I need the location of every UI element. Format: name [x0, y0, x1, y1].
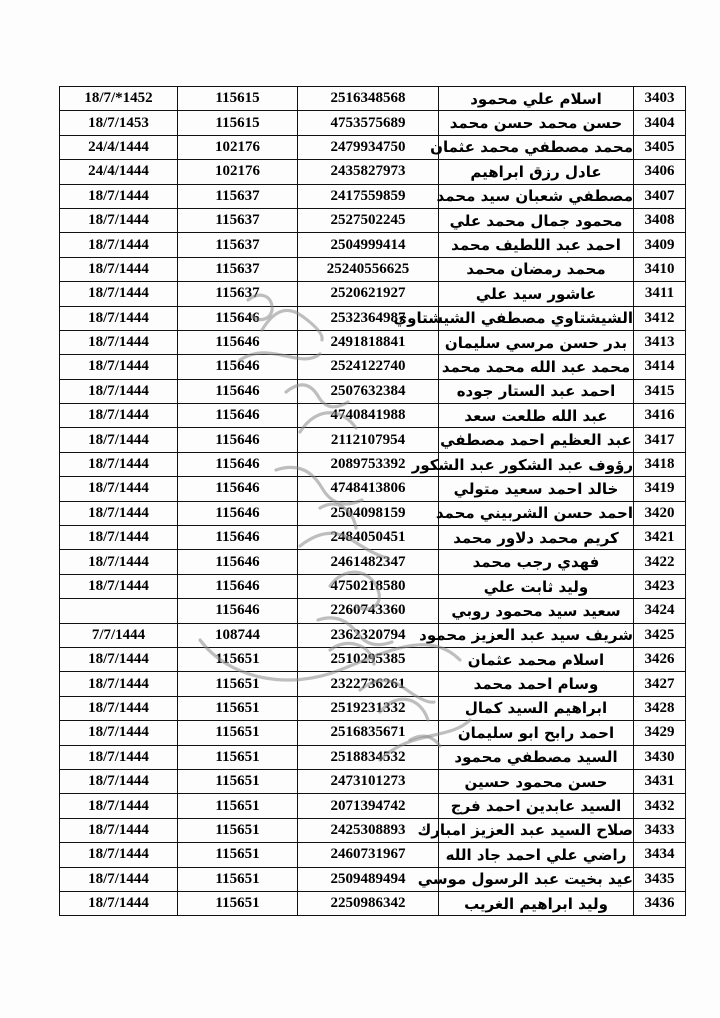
table-row: [60, 282, 686, 306]
phone-cell: 2520621927: [298, 282, 439, 306]
date-cell: 18/7/1444: [60, 721, 178, 745]
name-cell: فهدي رجب محمد: [439, 550, 634, 574]
name-cell: كريم محمد دلاور محمد: [439, 526, 634, 550]
serial-cell: 3413: [634, 330, 686, 354]
date-cell: 18/7/1444: [60, 379, 178, 403]
table-row: [60, 428, 686, 452]
phone-cell: 4740841988: [298, 404, 439, 428]
serial-cell: 3406: [634, 160, 686, 184]
table-row: [60, 818, 686, 842]
date-cell: 18/7/1444: [60, 501, 178, 525]
table-row: [60, 160, 686, 184]
table-row: [60, 208, 686, 232]
phone-cell: 2519231332: [298, 696, 439, 720]
serial-cell: 3416: [634, 404, 686, 428]
date-cell: 18/7/1453: [60, 111, 178, 135]
phone-cell: 2524122740: [298, 355, 439, 379]
date-cell: 18/7/1444: [60, 769, 178, 793]
phone-cell: 2362320794: [298, 623, 439, 647]
table-row: [60, 696, 686, 720]
name-cell: محمد رمضان محمد: [439, 257, 634, 281]
table-row: [60, 526, 686, 550]
date-cell: 18/7/1444: [60, 404, 178, 428]
code-cell: 115646: [178, 526, 298, 550]
phone-cell: 2507632384: [298, 379, 439, 403]
date-cell: 18/7/1444: [60, 745, 178, 769]
serial-cell: 3422: [634, 550, 686, 574]
table-row: [60, 501, 686, 525]
code-cell: 115646: [178, 404, 298, 428]
code-cell: 108744: [178, 623, 298, 647]
name-cell: محمد مصطفي محمد عثمان: [439, 135, 634, 159]
phone-cell: 2504098159: [298, 501, 439, 525]
code-cell: 115651: [178, 745, 298, 769]
date-cell: 18/7/1444: [60, 452, 178, 476]
phone-cell: 2484050451: [298, 526, 439, 550]
name-cell: رؤوف عبد الشكور عبد الشكور: [439, 452, 634, 476]
code-cell: 115651: [178, 721, 298, 745]
code-cell: 115651: [178, 867, 298, 891]
table-row: [60, 745, 686, 769]
serial-cell: 3429: [634, 721, 686, 745]
name-cell: عبد الله طلعت سعد: [439, 404, 634, 428]
code-cell: 115651: [178, 818, 298, 842]
phone-cell: 4748413806: [298, 477, 439, 501]
phone-cell: 4750218580: [298, 574, 439, 598]
date-cell: 18/7/1444: [60, 184, 178, 208]
date-cell: 18/7/1444: [60, 330, 178, 354]
code-cell: 115646: [178, 501, 298, 525]
table-row: [60, 135, 686, 159]
phone-cell: 4753575689: [298, 111, 439, 135]
serial-cell: 3419: [634, 477, 686, 501]
name-cell: عيد بخيت عبد الرسول موسي: [439, 867, 634, 891]
name-cell: مصطفي شعبان سيد محمد: [439, 184, 634, 208]
serial-cell: 3421: [634, 526, 686, 550]
table-row: [60, 721, 686, 745]
phone-cell: 2112107954: [298, 428, 439, 452]
code-cell: 115651: [178, 794, 298, 818]
phone-cell: 2516348568: [298, 87, 439, 111]
phone-cell: 2417559859: [298, 184, 439, 208]
name-cell: اسلام علي محمود: [439, 87, 634, 111]
date-cell: 18/7/*1452: [60, 87, 178, 111]
serial-cell: 3431: [634, 769, 686, 793]
phone-cell: 2435827973: [298, 160, 439, 184]
phone-cell: 25240556625: [298, 257, 439, 281]
name-cell: راضي علي احمد جاد الله: [439, 843, 634, 867]
serial-cell: 3415: [634, 379, 686, 403]
code-cell: 115646: [178, 550, 298, 574]
name-cell: خالد احمد سعيد متولي: [439, 477, 634, 501]
serial-cell: 3423: [634, 574, 686, 598]
date-cell: 18/7/1444: [60, 818, 178, 842]
date-cell: 18/7/1444: [60, 526, 178, 550]
table-row: [60, 867, 686, 891]
code-cell: 115637: [178, 257, 298, 281]
date-cell: 18/7/1444: [60, 233, 178, 257]
table-row: [60, 355, 686, 379]
serial-cell: 3417: [634, 428, 686, 452]
name-cell: محمد عبد الله محمد محمد: [439, 355, 634, 379]
name-cell: احمد رابح ابو سليمان: [439, 721, 634, 745]
phone-cell: 2527502245: [298, 208, 439, 232]
date-cell: 18/7/1444: [60, 891, 178, 915]
name-cell: سعيد سيد محمود روبي: [439, 599, 634, 623]
code-cell: 115637: [178, 208, 298, 232]
table-row: [60, 647, 686, 671]
table-row: [60, 330, 686, 354]
name-cell: وليد ثابت علي: [439, 574, 634, 598]
date-cell: 18/7/1444: [60, 794, 178, 818]
phone-cell: 2509489494: [298, 867, 439, 891]
serial-cell: 3427: [634, 672, 686, 696]
date-cell: [60, 599, 178, 623]
table-row: [60, 111, 686, 135]
date-cell: 7/7/1444: [60, 623, 178, 647]
date-cell: 18/7/1444: [60, 306, 178, 330]
name-cell: صلاح السيد عبد العزيز امبارك: [439, 818, 634, 842]
phone-cell: 2089753392: [298, 452, 439, 476]
serial-cell: 3434: [634, 843, 686, 867]
table-row: [60, 257, 686, 281]
code-cell: 115646: [178, 599, 298, 623]
phone-cell: 2510295385: [298, 647, 439, 671]
serial-cell: 3435: [634, 867, 686, 891]
serial-cell: 3408: [634, 208, 686, 232]
table-row: [60, 477, 686, 501]
phone-cell: 2504999414: [298, 233, 439, 257]
name-cell: محمود جمال محمد علي: [439, 208, 634, 232]
serial-cell: 3433: [634, 818, 686, 842]
name-cell: السيد مصطفي محمود: [439, 745, 634, 769]
code-cell: 115615: [178, 87, 298, 111]
date-cell: 24/4/1444: [60, 160, 178, 184]
serial-cell: 3430: [634, 745, 686, 769]
name-cell: ابراهيم السيد كمال: [439, 696, 634, 720]
table-row: [60, 599, 686, 623]
phone-cell: 2473101273: [298, 769, 439, 793]
serial-cell: 3428: [634, 696, 686, 720]
name-cell: اسلام محمد عثمان: [439, 647, 634, 671]
serial-cell: 3425: [634, 623, 686, 647]
name-cell: عاشور سيد علي: [439, 282, 634, 306]
phone-cell: 2250986342: [298, 891, 439, 915]
table-row: [60, 404, 686, 428]
table-row: [60, 574, 686, 598]
name-cell: احمد عبد الستار جوده: [439, 379, 634, 403]
table-row: [60, 379, 686, 403]
serial-cell: 3418: [634, 452, 686, 476]
table-row: [60, 452, 686, 476]
date-cell: 18/7/1444: [60, 672, 178, 696]
phone-cell: 2260743360: [298, 599, 439, 623]
serial-cell: 3432: [634, 794, 686, 818]
date-cell: 18/7/1444: [60, 257, 178, 281]
name-cell: وسام احمد محمد: [439, 672, 634, 696]
code-cell: 115646: [178, 574, 298, 598]
code-cell: 115651: [178, 672, 298, 696]
serial-cell: 3404: [634, 111, 686, 135]
table-row: [60, 672, 686, 696]
code-cell: 115646: [178, 330, 298, 354]
code-cell: 115651: [178, 647, 298, 671]
code-cell: 115646: [178, 477, 298, 501]
records-table-body: [60, 87, 686, 916]
date-cell: 24/4/1444: [60, 135, 178, 159]
code-cell: 115637: [178, 282, 298, 306]
name-cell: عادل رزق ابراهيم: [439, 160, 634, 184]
date-cell: 18/7/1444: [60, 574, 178, 598]
name-cell: حسن محمد حسن محمد: [439, 111, 634, 135]
date-cell: 18/7/1444: [60, 477, 178, 501]
records-table: [59, 86, 686, 916]
name-cell: الشيشتاوي مصطفي الشيشتاوي: [439, 306, 634, 330]
date-cell: 18/7/1444: [60, 843, 178, 867]
serial-cell: 3414: [634, 355, 686, 379]
table-row: [60, 233, 686, 257]
name-cell: احمد حسن الشربيني محمد: [439, 501, 634, 525]
name-cell: شريف سيد عبد العزيز محمود: [439, 623, 634, 647]
table-row: [60, 184, 686, 208]
name-cell: عبد العظيم احمد مصطفي: [439, 428, 634, 452]
date-cell: 18/7/1444: [60, 428, 178, 452]
serial-cell: 3426: [634, 647, 686, 671]
code-cell: 115651: [178, 696, 298, 720]
phone-cell: 2460731967: [298, 843, 439, 867]
code-cell: 102176: [178, 135, 298, 159]
code-cell: 102176: [178, 160, 298, 184]
serial-cell: 3407: [634, 184, 686, 208]
serial-cell: 3424: [634, 599, 686, 623]
serial-cell: 3405: [634, 135, 686, 159]
serial-cell: 3420: [634, 501, 686, 525]
serial-cell: 3436: [634, 891, 686, 915]
name-cell: حسن محمود حسين: [439, 769, 634, 793]
code-cell: 115646: [178, 379, 298, 403]
phone-cell: 2322736261: [298, 672, 439, 696]
serial-cell: 3403: [634, 87, 686, 111]
code-cell: 115637: [178, 184, 298, 208]
name-cell: احمد عبد اللطيف محمد: [439, 233, 634, 257]
date-cell: 18/7/1444: [60, 282, 178, 306]
serial-cell: 3410: [634, 257, 686, 281]
code-cell: 115646: [178, 306, 298, 330]
phone-cell: 2479934750: [298, 135, 439, 159]
phone-cell: 2518834532: [298, 745, 439, 769]
phone-cell: 2071394742: [298, 794, 439, 818]
phone-cell: 2532364987: [298, 306, 439, 330]
name-cell: وليد ابراهيم الغريب: [439, 891, 634, 915]
phone-cell: 2461482347: [298, 550, 439, 574]
serial-cell: 3411: [634, 282, 686, 306]
serial-cell: 3412: [634, 306, 686, 330]
table-row: [60, 87, 686, 111]
date-cell: 18/7/1444: [60, 696, 178, 720]
code-cell: 115646: [178, 355, 298, 379]
code-cell: 115615: [178, 111, 298, 135]
phone-cell: 2516835671: [298, 721, 439, 745]
code-cell: 115651: [178, 843, 298, 867]
code-cell: 115646: [178, 428, 298, 452]
table-row: [60, 623, 686, 647]
phone-cell: 2425308893: [298, 818, 439, 842]
date-cell: 18/7/1444: [60, 355, 178, 379]
date-cell: 18/7/1444: [60, 867, 178, 891]
date-cell: 18/7/1444: [60, 550, 178, 574]
code-cell: 115651: [178, 891, 298, 915]
phone-cell: 2491818841: [298, 330, 439, 354]
code-cell: 115651: [178, 769, 298, 793]
table-row: [60, 306, 686, 330]
code-cell: 115637: [178, 233, 298, 257]
table-row: [60, 769, 686, 793]
table-row: [60, 794, 686, 818]
table-row: [60, 550, 686, 574]
date-cell: 18/7/1444: [60, 647, 178, 671]
date-cell: 18/7/1444: [60, 208, 178, 232]
table-row: [60, 891, 686, 915]
serial-cell: 3409: [634, 233, 686, 257]
code-cell: 115646: [178, 452, 298, 476]
name-cell: السيد عابدين احمد فرج: [439, 794, 634, 818]
table-row: [60, 843, 686, 867]
name-cell: بدر حسن مرسي سليمان: [439, 330, 634, 354]
